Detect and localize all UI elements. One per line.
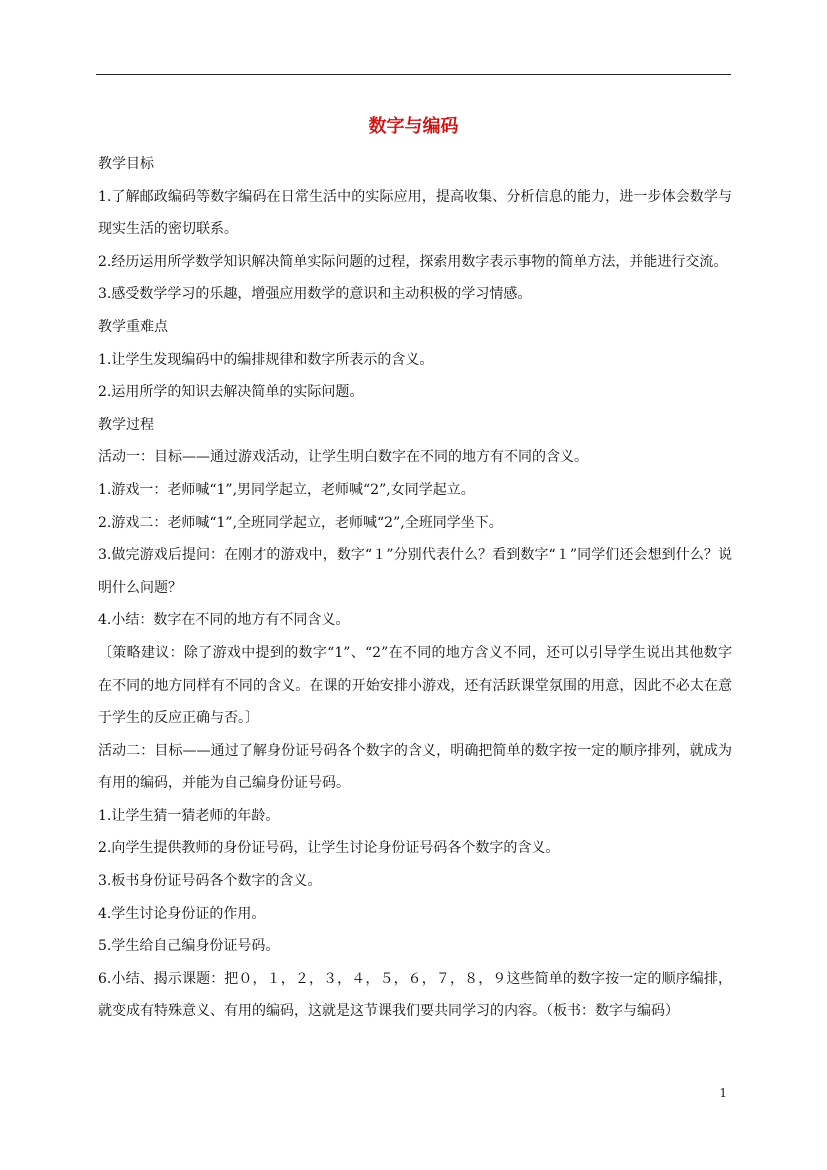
paragraph: 5.学生给自己编身份证号码。 xyxy=(98,938,280,955)
paragraph: 活动二：目标——通过了解身份证号码各个数字的含义，明确把简单的数字按一定的顺序排列，就成为有用的编码，并能为自己编身份证号码。 xyxy=(98,742,732,792)
section-heading-key-points: 教学重难点 xyxy=(98,318,168,335)
paragraph: 6.小结、揭示课题：把０，１，２，３，４，５，６，７，８，９这些简单的数字按一定的顺序编排，就变成有特殊意义、有用的编码，这就是这节课我们要共同学习的内容。（板书：数字与编码） xyxy=(98,970,732,1020)
paragraph: 4.小结：数字在不同的地方有不同含义。 xyxy=(98,612,350,629)
paragraph: 〔策略建议：除了游戏中提到的数字“1”、“2”在不同的地方含义不同，还可以引导学生说出其他数字在不同的地方同样有不同的含义。在课的开始安排小游戏，还有活跃课堂氛围的用意，因此不必太在意于学生的反应正确与否。〕 xyxy=(98,644,732,727)
paragraph: 3.板书身份证号码各个数字的含义。 xyxy=(98,873,322,890)
paragraph: 2.运用所学的知识去解决简单的实际问题。 xyxy=(98,384,364,401)
section-heading-objectives: 教学目标 xyxy=(98,156,154,172)
paragraph: 2.经历运用所学数学知识解决简单实际问题的过程，探索用数字表示事物的简单方法，并能进行交流。 xyxy=(98,253,728,270)
document-title: 数字与编码 xyxy=(368,116,459,137)
paragraph: 1.让学生猜一猜老师的年龄。 xyxy=(98,807,280,824)
paragraph: 3.感受数学学习的乐趣，增强应用数学的意识和主动积极的学习情感。 xyxy=(98,286,532,303)
paragraph: 2.游戏二：老师喊“1”,全班同学起立，老师喊“2”,全班同学坐下。 xyxy=(98,514,503,531)
paragraph: 3.做完游戏后提问：在刚才的游戏中，数字“１”分别代表什么？看到数字“１”同学们还会想到什么？说明什么问题？ xyxy=(98,547,732,596)
section-heading-process: 教学过程 xyxy=(98,416,154,433)
paragraph: 1.游戏一：老师喊“1”,男同学起立，老师喊“2”,女同学起立。 xyxy=(98,481,475,498)
paragraph: 2.向学生提供教师的身份证号码，让学生讨论身份证号码各个数字的含义。 xyxy=(98,840,560,857)
document-body xyxy=(98,148,732,1028)
paragraph: 1.让学生发现编码中的编排规律和数字所表示的含义。 xyxy=(98,351,434,368)
header-rule xyxy=(96,74,731,75)
paragraph: 4.学生讨论身份证的作用。 xyxy=(98,905,266,922)
paragraph: 1.了解邮政编码等数字编码在日常生活中的实际应用，提高收集、分析信息的能力，进一步体会数学与现实生活的密切联系。 xyxy=(98,188,732,238)
page-number: 1 xyxy=(719,1086,727,1100)
paragraph: 活动一：目标——通过游戏活动，让学生明白数字在不同的地方有不同的含义。 xyxy=(98,449,588,466)
